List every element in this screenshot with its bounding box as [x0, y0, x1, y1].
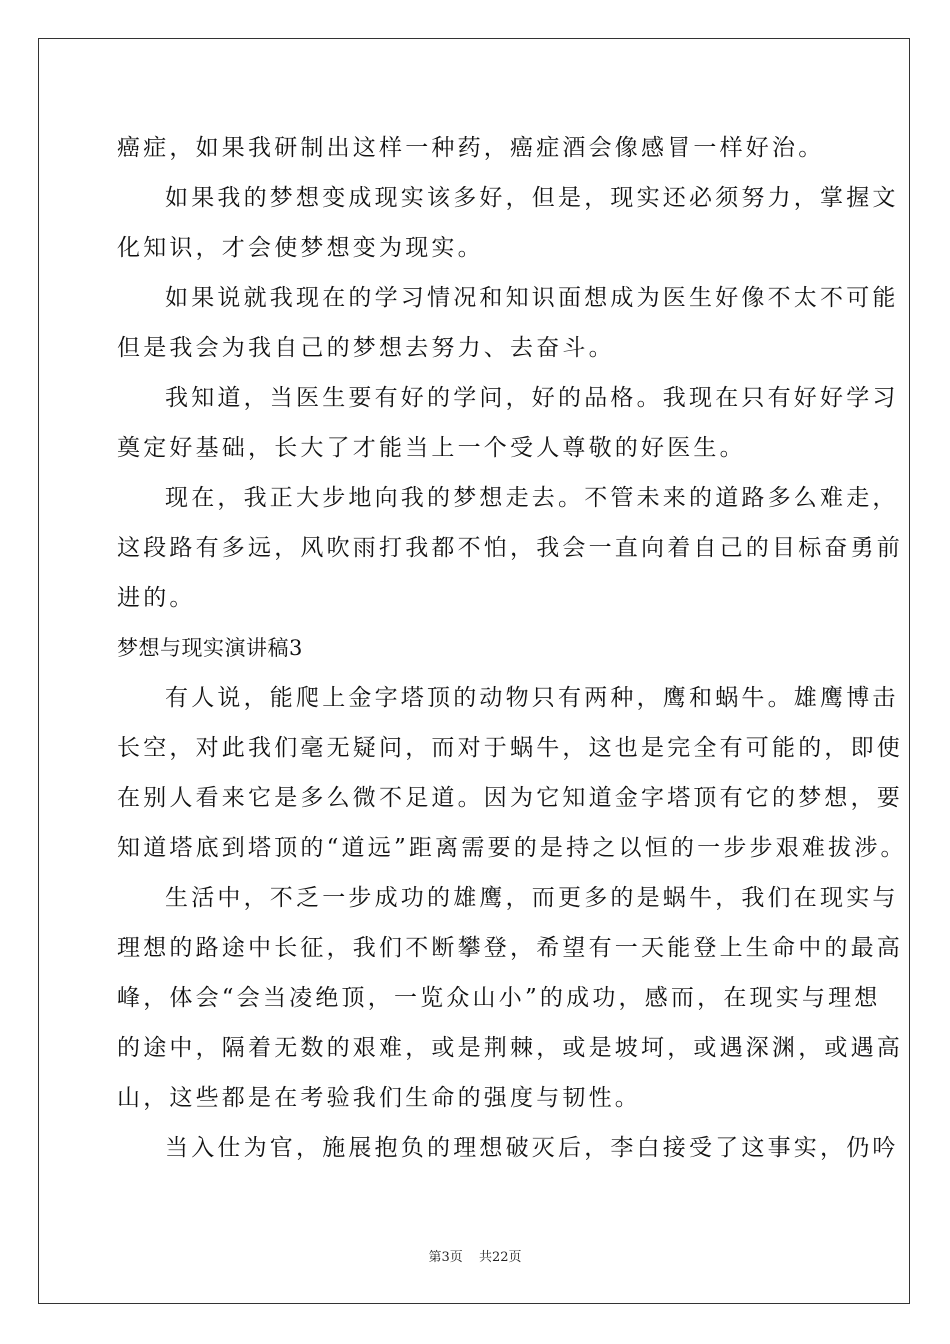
text-line: 如果说就我现在的学习情况和知识面想成为医生好像不太不可能 — [165, 285, 899, 311]
page-total: 共22页 — [478, 1250, 522, 1265]
section-title: 梦想与现实演讲稿3 — [117, 636, 303, 660]
text-line: 化知识，才会使梦想变为现实。 — [117, 235, 484, 261]
text-line: 知道塔底到塔顶的“道远”距离需要的是持之以恒的一步步艰难拔涉。 — [117, 835, 907, 861]
text-line: 我知道，当医生要有好的学问，好的品格。我现在只有好好学习 — [165, 385, 899, 411]
text-line: 现在，我正大步地向我的梦想走去。不管未来的道路多么难走， — [165, 485, 899, 511]
text-line: 癌症，如果我研制出这样一种药，癌症酒会像感冒一样好治。 — [117, 135, 825, 161]
text-line: 奠定好基础，长大了才能当上一个受人尊敬的好医生。 — [117, 435, 746, 461]
text-line: 有人说，能爬上金字塔顶的动物只有两种，鹰和蜗牛。雄鹰博击 — [165, 685, 899, 711]
document-body — [117, 128, 907, 1178]
page-footer — [0, 1246, 950, 1265]
text-line: 理想的路途中长征，我们不断攀登，希望有一天能登上生命中的最高 — [117, 935, 903, 961]
text-line: 山，这些都是在考验我们生命的强度与韧性。 — [117, 1085, 641, 1111]
text-line: 进的。 — [117, 585, 196, 611]
text-line: 当入仕为官，施展抱负的理想破灭后，李白接受了这事实，仍吟 — [165, 1135, 899, 1161]
text-line: 的途中，隔着无数的艰难，或是荆棘，或是坡坷，或遇深渊，或遇高 — [117, 1035, 903, 1061]
text-line: 长空，对此我们毫无疑问，而对于蜗牛，这也是完全有可能的，即使 — [117, 735, 903, 761]
page-number: 第3页 — [428, 1250, 463, 1265]
text-line: 但是我会为我自己的梦想去努力、去奋斗。 — [117, 335, 615, 361]
text-line: 如果我的梦想变成现实该多好，但是，现实还必须努力，掌握文 — [165, 185, 899, 211]
text-line: 峰，体会“会当凌绝顶，一览众山小”的成功，感而，在现实与理想 — [117, 985, 881, 1011]
text-line: 生活中，不乏一步成功的雄鹰，而更多的是蜗牛，我们在现实与 — [165, 885, 899, 911]
text-line: 这段路有多远，风吹雨打我都不怕，我会一直向着自己的目标奋勇前 — [117, 535, 903, 561]
text-line: 在别人看来它是多么微不足道。因为它知道金字塔顶有它的梦想，要 — [117, 785, 903, 811]
